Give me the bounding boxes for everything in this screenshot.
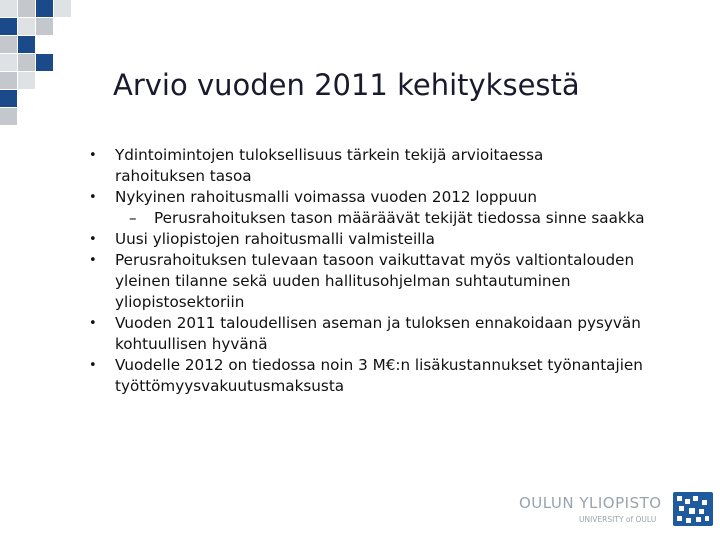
university-logo bbox=[515, 490, 715, 530]
bullet-line: kohtuullisen hyvänä bbox=[115, 335, 268, 353]
bullet-item bbox=[83, 145, 693, 187]
sub-bullet-text: Perusrahoituksen tason määräävät tekijät tiedossa sinne saakka bbox=[154, 209, 645, 227]
bullet-item bbox=[83, 187, 693, 208]
deco-square bbox=[0, 36, 17, 53]
deco-square bbox=[0, 90, 17, 107]
deco-square bbox=[0, 54, 17, 71]
slide-title: Arvio vuoden 2011 kehityksestä bbox=[113, 68, 580, 102]
bullet-item bbox=[83, 313, 693, 355]
bullet-line: yleinen tilanne sekä uuden hallitusohjelman suhtautuminen bbox=[115, 272, 571, 290]
bullet-line: yliopistosektoriin bbox=[115, 293, 245, 311]
deco-square bbox=[54, 0, 71, 17]
bullet-line: rahoituksen tasoa bbox=[115, 167, 252, 185]
deco-square bbox=[0, 72, 17, 89]
deco-square bbox=[18, 0, 35, 17]
deco-square bbox=[0, 18, 17, 35]
sub-bullet-item bbox=[83, 208, 693, 229]
deco-square bbox=[36, 18, 53, 35]
bullet-item bbox=[83, 250, 693, 313]
bullet-line: työttömyysvakuutusmaksusta bbox=[115, 377, 345, 395]
bullet-line: Nykyinen rahoitusmalli voimassa vuoden 2012 loppuun bbox=[115, 188, 538, 206]
deco-square bbox=[18, 18, 35, 35]
slide-content bbox=[83, 145, 693, 397]
bullet-line: Vuodelle 2012 on tiedossa noin 3 M€:n lisäkustannukset työnantajien bbox=[115, 356, 643, 374]
bullet-item bbox=[83, 355, 693, 397]
decorative-squares bbox=[0, 0, 80, 140]
bullet-line: Vuoden 2011 taloudellisen aseman ja tuloksen ennakoidaan pysyvän bbox=[115, 314, 641, 332]
deco-square bbox=[18, 36, 35, 53]
deco-square bbox=[0, 108, 17, 125]
bullet-line: Ydintoimintojen tuloksellisuus tärkein tekijä arvioitaessa bbox=[115, 146, 544, 164]
bullet-item bbox=[83, 229, 693, 250]
bullet-line: Uusi yliopistojen rahoitusmalli valmisteilla bbox=[115, 230, 435, 248]
logo-subtitle: UNIVERSITY of OULU bbox=[579, 515, 657, 524]
logo-name: OULUN YLIOPISTO bbox=[519, 494, 662, 512]
university-emblem-icon bbox=[671, 490, 715, 528]
deco-square bbox=[18, 72, 35, 89]
deco-square bbox=[0, 0, 17, 17]
bullet-line: Perusrahoituksen tulevaan tasoon vaikuttavat myös valtiontalouden bbox=[115, 251, 635, 269]
deco-square bbox=[36, 54, 53, 71]
sub-bullet-dash: – bbox=[129, 209, 137, 227]
deco-square bbox=[18, 54, 35, 71]
deco-square bbox=[36, 0, 53, 17]
